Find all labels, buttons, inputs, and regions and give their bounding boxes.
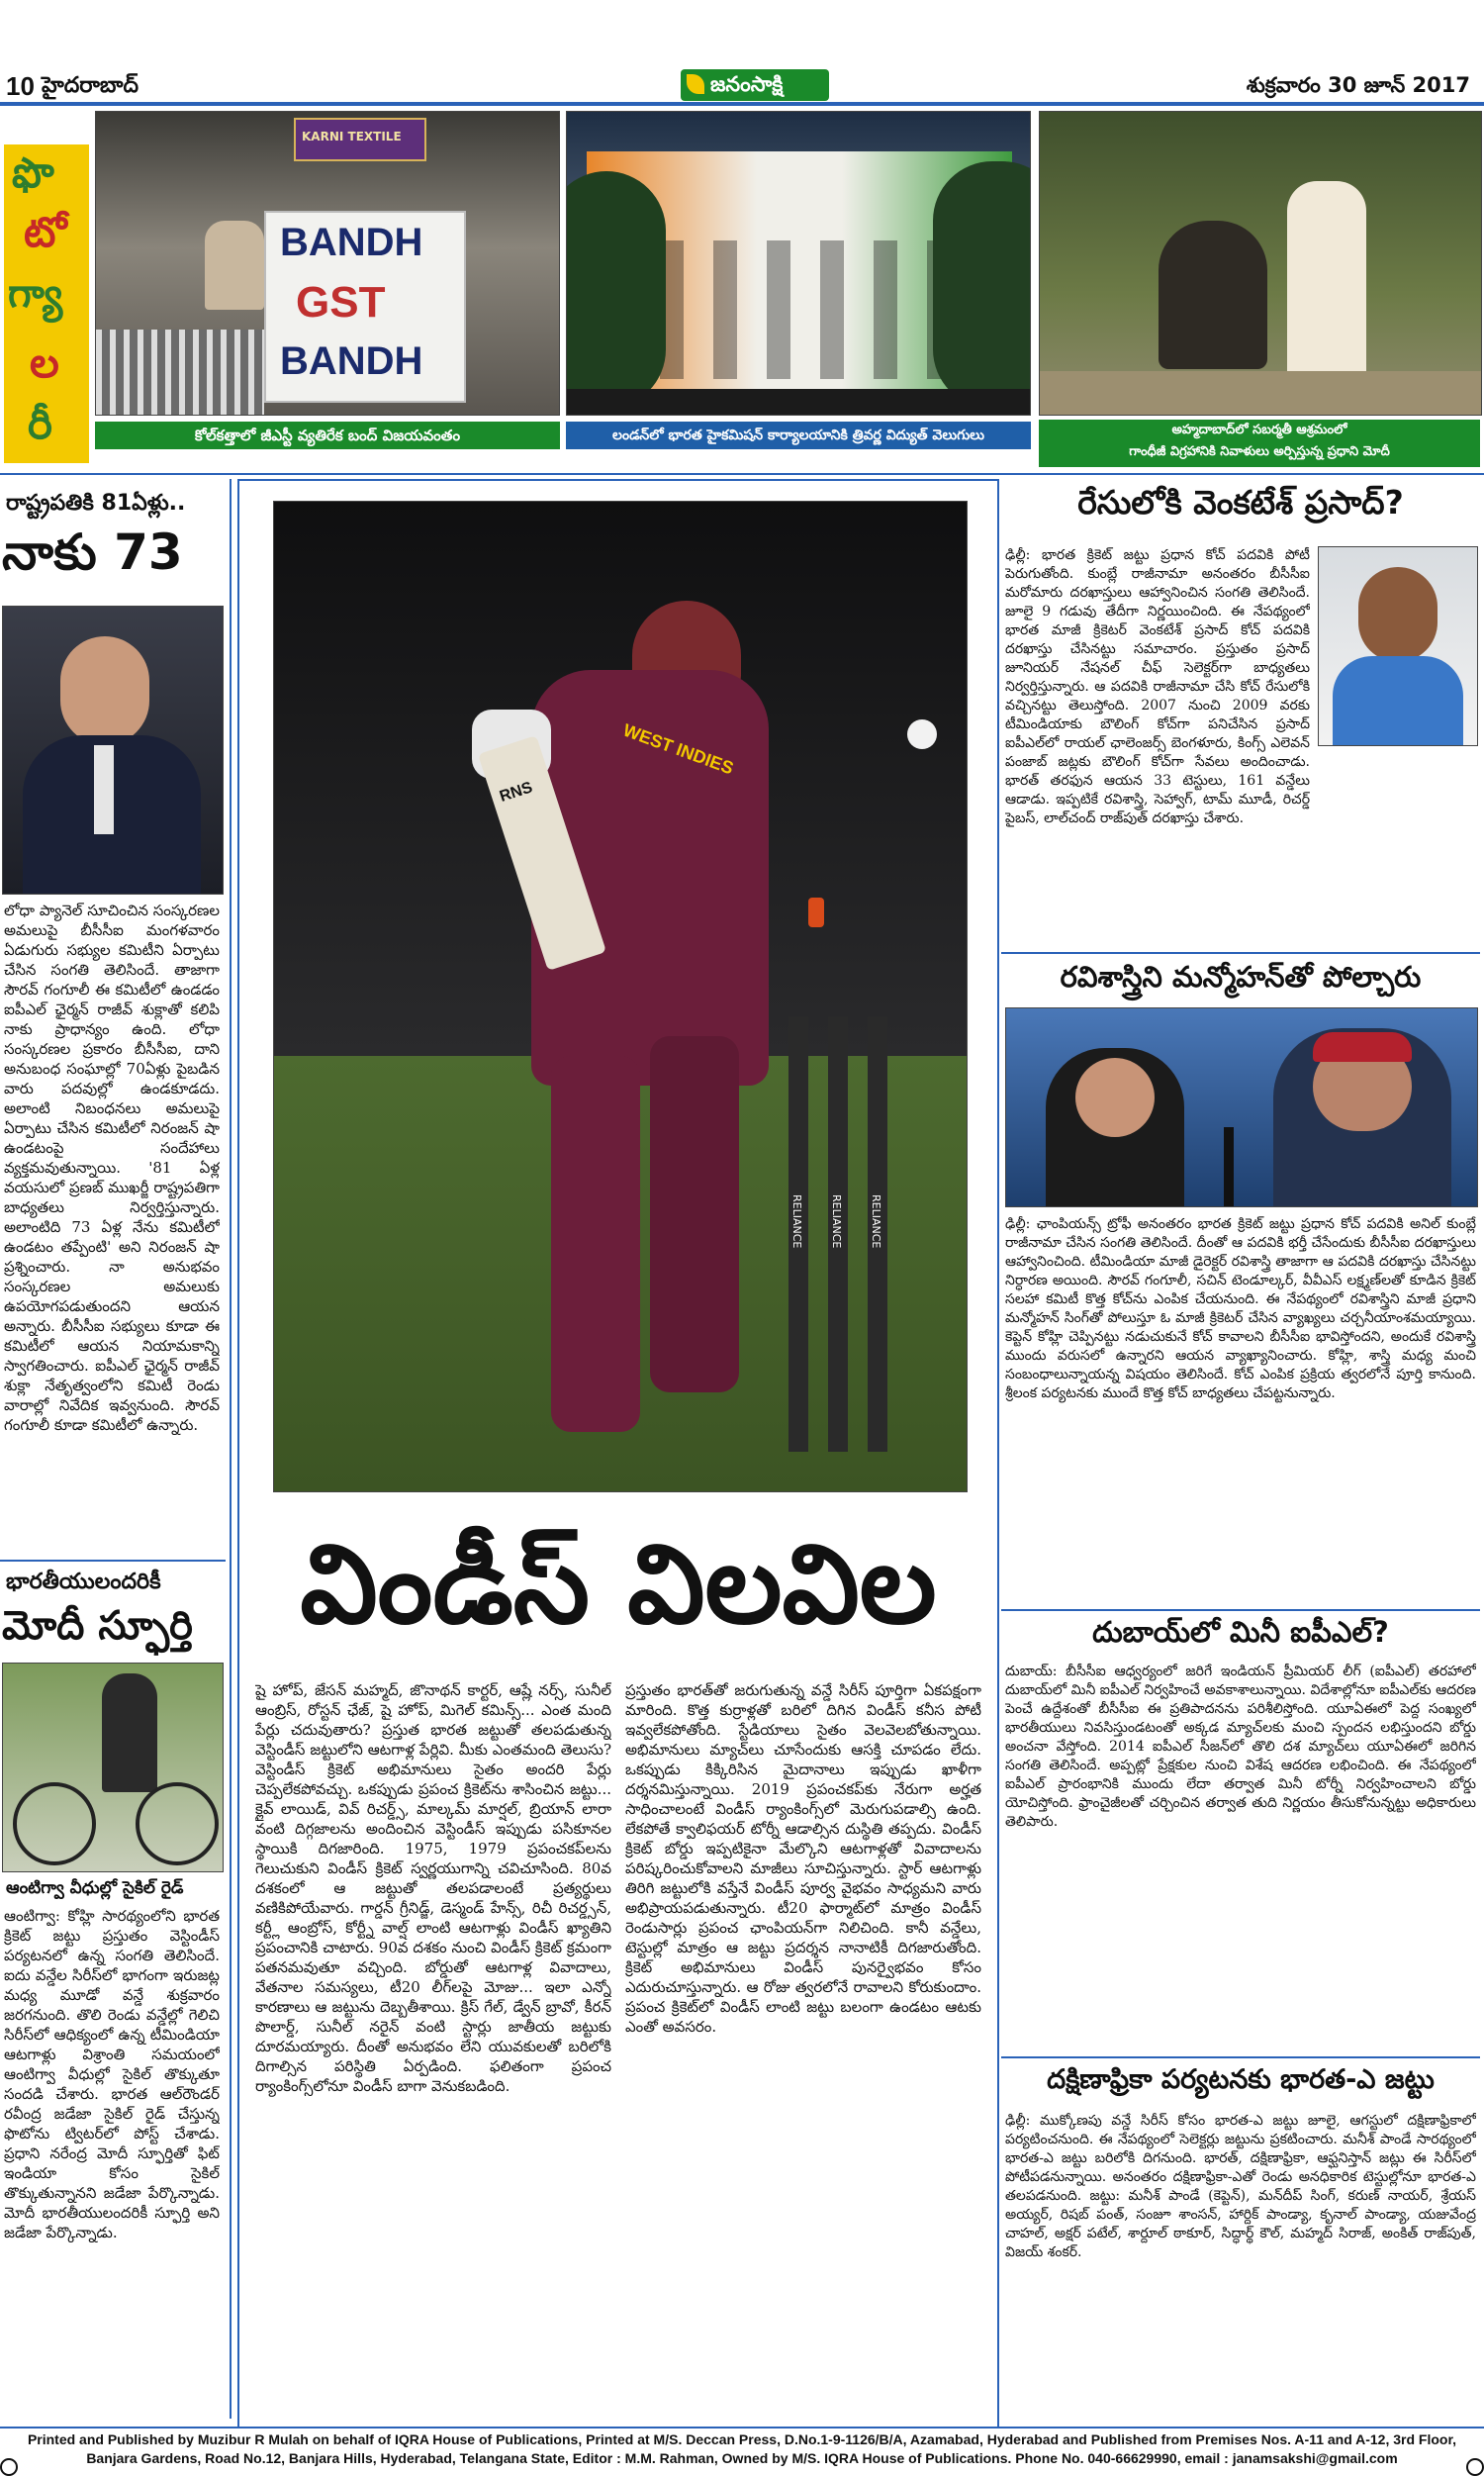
story1-body: లోధా ప్యానెల్ సూచించిన సంస్కరణల అమలుపై బీసీసీఐ మంగళవారం ఏడుగురు సభ్యుల కమిటీని ఏర్పాటు చేసిన సంగతి తెలిసిందే. తాజాగా సౌరవ్ గంగూలీ ఈ కమిటీలో ఉండడం ఐపీఎల్ ఛైర్మన్‌ రాజీవ్‌ శుక్లాతో కలిపి నాకు ప్రాధాన్యం ఉంది. లోధా సంస్కరణల ప్రకారం బీసీసీఐ, దాని అనుబంధ సంఘాల్లో 70ఏళ్లు పైబడిన వారు పదవుల్లో ఉండకూడదు. అలాంటి నిబంధనలు అమలుపై ఏర్పాటు చేసిన కమిటీలో నిరంజన్ షా ఉండటంపై సందేహాలు వ్యక్తమవుతున్నాయి. '81 ఏళ్ల వయసులో ప్రణబ్ ముఖర్జీ రాష్ట్రపతిగా బాధ్యతలు నిర్వర్తిస్తున్నారు. అలాంటిది 73 ఏళ్ల నేను కమిటీలో ఉండటం తప్పేంటి' అని నిరంజన్ షా ప్రశ్నించారు. నా అనుభవం సంస్కరణల అమలుకు ఉపయోగపడుతుందని ఆయన అన్నారు. బీసీసీఐ సభ్యులు కూడా ఈ కమిటీలో ఆయన నియామకాన్ని స్వాగతించారు. ఐపీఎల్ ఛైర్మన్ రాజీవ్ శుక్లా నేతృత్వంలోని కమిటీ రెండు వారాల్లో నివేదిక ఇవ్వనుంది. సౌరవ్ గంగూలీ కూడా కమిటీలో ఉన్నారు. xyxy=(4,902,220,1434)
main-body-col2: ప్రస్తుతం భారత్‌తో జరుగుతున్న వన్డే సిరీస్ పూర్తిగా ఏకపక్షంగా మారింది. కొత్త కుర్రాళ్లతో బరిలో దిగిన విండీస్ కనీస పోటీ ఇవ్వలేకపోతోంది. స్టేడియాలు సైతం వెలవెలబోతున్నాయి. అభిమానులు మ్యాచ్‌లు చూసేందుకు ఆసక్తి చూపడం లేదు. ఒకప్పుడు కిక్కిరిసిన మైదానాలు ఇప్పుడు ఖాళీగా దర్శనమిస్తున్నాయి. 2019 ప్రపంచకప్‌కు నేరుగా అర్హత సాధించాలంటే విండీస్ ర్యాంకింగ్స్‌లో మెరుగుపడాల్సి ఉంది. లేకపోతే క్వాలిఫయర్ టోర్నీ ఆడాల్సిన దుస్థితి తప్పదు. విండీస్ క్రికెట్ బోర్డు ఇప్పటికైనా మేల్కొని ఆటగాళ్లతో వివాదాలను పరిష్కరించుకోవాలని మాజీలు సూచిస్తున్నారు. స్టార్ ఆటగాళ్లు తిరిగి జట్టులోకి వస్తేనే విండీస్ పూర్వ వైభవం సాధ్యమని వారు అభిప్రాయపడుతున్నారు. టీ20 ఫార్మాట్‌లో మాత్రం విండీస్ రెండుసార్లు ప్రపంచ ఛాంపియన్‌గా నిలిచింది. కానీ వన్డేలు, టెస్టుల్లో మాత్రం ఆ జట్టు ప్రదర్శన నానాటికీ దిగజారుతోంది. క్రికెట్ అభిమానులు విండీస్ పునర్వైభవం కోసం ఎదురుచూస్తున్నారు. ఆ రోజు త్వరలోనే రావాలని కోరుకుందాం. ప్రపంచ క్రికెట్‌లో విండీస్ లాంటి జట్టు బలంగా ఉండటం ఆటకు ఎంతో అవసరం. xyxy=(625,1681,981,2036)
poster-line-1: BANDH xyxy=(280,221,423,264)
footer-rule xyxy=(0,2427,1484,2428)
portrait-face xyxy=(60,636,149,745)
story2-headline: మోదీ స్ఫూర్తి xyxy=(2,1603,193,1649)
tree-left xyxy=(566,171,666,409)
gandhi-statue xyxy=(1159,221,1267,369)
paper-name: జనంసాక్షి xyxy=(710,72,784,96)
gallery-label-1: ఫొ xyxy=(12,148,54,197)
gallery-label-2: టో xyxy=(24,208,67,256)
gallery-label-5: రీ xyxy=(28,400,52,448)
masthead xyxy=(0,0,1484,103)
right-story1-body: ఢిల్లీ: భారత క్రికెట్ జట్టు ప్రధాన కోచ్ పదవికి పోటీ పెరుగుతోంది. కుంబ్లే రాజీనామా అనంతరం బీసీసీఐ మరోమారు దరఖాస్తులు ఆహ్వానించిన సంగతి తెలిసిందే. జూలై 9 గడువు తేదీగా నిర్ణయించింది. ఈ నేపథ్యంలో భారత మాజీ క్రికెటర్ వెంకటేశ్ ప్రసాద్ కోచ్ పదవికి దరఖాస్తు చేసినట్టు సమాచారం. ప్రస్తుతం ప్రసాద్ జూనియర్ నేషనల్ చీఫ్ సెలెక్టర్‌గా బాధ్యతలు నిర్వర్తిస్తున్నారు. ఆ పదవికి రాజీనామా చేసి కోచ్ రేసులోకి వచ్చినట్టు తెలుస్తోంది. 2007 నుంచి 2009 వరకు టీమిండియాకు బౌలింగ్ కోచ్‌గా పనిచేసిన ప్రసాద్ ఐపీఎల్‌లో రాయల్ ఛాలెంజర్స్ బెంగళూరు, కింగ్స్ ఎలెవన్ పంజాబ్ జట్లకు బౌలింగ్ కోచ్‌గా సేవలు అందించాడు. భారత్ తరఫున ఆయన 33 టెస్టులు, 161 వన్డేలు ఆడాడు. ఇప్పటికే రవిశాస్త్రి, సెహ్వాగ్, టామ్ మూడీ, రిచర్డ్ పైబస్, లాల్‌చంద్ రాజ్‌పుత్ దరఖాస్తు చేశారు. xyxy=(1005,547,1310,826)
shastri-figure xyxy=(1273,1028,1451,1206)
issue-date: శుక్రవారం 30 జూన్ 2017 xyxy=(1246,73,1470,97)
kohli-shastri-photo xyxy=(1005,1007,1478,1207)
right-story4-headline: దక్షిణాఫ్రికా పర్యటనకు భారత-ఎ జట్టు xyxy=(1047,2064,1435,2095)
batsman-pads-left xyxy=(551,1056,640,1432)
prasad-jersey xyxy=(1333,656,1463,745)
paper-logo xyxy=(681,69,829,101)
right-rule-1 xyxy=(1001,952,1480,954)
rider-figure xyxy=(102,1673,157,1792)
high-commission-photo xyxy=(566,111,1031,416)
right-story4-body: ఢిల్లీ: ముక్కోణపు వన్డే సిరీస్ కోసం భారత-ఎ జట్టు జూలై, ఆగస్టులో దక్షిణాఫ్రికాలో పర్యటించనుంది. ఈ నేపథ్యంలో సెలెక్టర్లు జట్టును ప్రకటించారు. మనీశ్ పాండే సారథ్యంలో భారత-ఎ జట్టు బరిలోకి దిగనుంది. భారత్, దక్షిణాఫ్రికా, ఆఫ్ఘనిస్తాన్ జట్లు ఈ సిరీస్‌లో పోటీపడనున్నాయి. అనంతరం దక్షిణాఫ్రికా-ఎతో రెండు అనధికారిక టెస్టుల్లోనూ భారత-ఎ తలపడనుంది. జట్టు: మనీశ్ పాండే (కెప్టెన్), మన్‌దీప్ సింగ్, కరుణ్ నాయర్, శ్రేయస్ అయ్యర్, రిషబ్ పంత్, సంజూ శాంసన్, హార్దిక్ పాండ్యా, కృనాల్ పాండ్యా, యజువేంద్ర చాహల్, అక్షర్ పటేల్, శార్దూల్ ఠాకూర్, సిద్ధార్థ్ కౌల్, మహ్మద్ సిరాజ్, అంకిత్ రాజ్‌పుత్, విజయ్ శంకర్. xyxy=(1005,2113,1476,2260)
caption-gst-bandh: కోల్‌కత్తాలో జీఎస్టీ వ్యతిరేక బంద్ విజయవంతం xyxy=(95,422,560,449)
stump-2-ad: RELIANCE xyxy=(830,1194,843,1249)
main-body-col1: షై హోప్, జేసన్ మహ్మద్, జొనాథన్ కార్టర్, ఆష్లే నర్స్, సునీల్ ఆంబ్రిస్, రోస్టన్ ఛేజ్, షై హోప్, మిగెల్ కమిన్స్... ఎంత మంది పేర్లు చదువుతారు? ప్రస్తుత భారత జట్టుతో తలపడుతున్న వెస్టిండీస్ జట్టులోని ఆటగాళ్ల పేర్లివి. మీకు ఎంతమంది తెలుసు? వెస్టిండీస్ క్రికెట్‌ అభిమానులు సైతం అందరి పేర్లు చెప్పలేకపోవచ్చు. ఒకప్పుడు ప్రపంచ క్రికెట్‌ను శాసించిన జట్టు... క్లైవ్ లాయిడ్, వివ్ రిచర్డ్స్, మాల్కమ్ మార్షల్, బ్రియాన్ లారా వంటి దిగ్గజాలను అందించిన వెస్టిండీస్ ఇప్పుడు పసికూనల స్థాయికి దిగజారింది. 1975, 1979 ప్రపంచకప్‌లను గెలుచుకుని విండీస్ క్రికెట్ స్వర్ణయుగాన్ని చవిచూసింది. 80వ దశకంలో ఆ జట్టుతో తలపడాలంటే ప్రత్యర్థులు వణికిపోయేవారు. గార్డన్ గ్రీనిడ్జ్, డెస్మండ్ హేన్స్, రిచీ రిచర్డ్సన్, కర్ట్లీ ఆంబ్రోస్, కోర్ట్నీ వాల్ష్ లాంటి ఆటగాళ్లు విండీస్ ఖ్యాతిని ప్రపంచానికి చాటారు. 90వ దశకం నుంచి విండీస్ క్రికెట్ క్రమంగా పతనమవుతూ వచ్చింది. బోర్డుతో ఆటగాళ్ల వివాదాలు, వేతనాల సమస్యలు, టీ20 లీగ్‌లపై మోజు... ఇలా ఎన్నో కారణాలు ఆ జట్టును దెబ్బతీశాయి. క్రిస్ గేల్, డ్వేన్ బ్రావో, కీరన్ పొలార్డ్, సునీల్ నరైన్ వంటి స్టార్లు జాతీయ జట్టుకు దూరమయ్యారు. దీంతో అనుభవం లేని యువకులతో బరిలోకి దిగాల్సిన పరిస్థితి ఏర్పడింది. ఫలితంగా ప్రపంచ ర్యాంకింగ్స్‌లోనూ విండీస్ బాగా వెనుకబడింది. xyxy=(255,1681,611,2095)
gallery-label-3: గ్యా xyxy=(8,271,63,317)
windies-batsman-photo xyxy=(273,501,968,1492)
bicycle-wheel-rear xyxy=(136,1782,219,1865)
right-story2-body: ఢిల్లీ: ఛాంపియన్స్ ట్రోఫీ అనంతరం భారత క్రికెట్ జట్టు ప్రధాన కోచ్ పదవికి అనిల్ కుంబ్లే రాజీనామా చేసిన సంగతి తెలిసిందే. దీంతో ఆ పదవికి భర్తీ చేసేందుకు బీసీసీఐ దరఖాస్తులు ఆహ్వానించింది. టీమిండియా మాజీ డైరెక్టర్ రవిశాస్త్రి తాజాగా ఆ పదవికి దరఖాస్తు చేసినట్టు నిర్ధారణ అయింది. సౌరవ్ గంగూలీ, సచిన్ టెండూల్కర్, వీవీఎస్ లక్ష్మణ్‌లతో కూడిన క్రికెట్ సలహా కమిటీ కొత్త కోచ్‌ను ఎంపిక చేయనుంది. ఈ నేపథ్యంలో రవిశాస్త్రిని మాజీ ప్రధాని మన్మోహన్ సింగ్‌తో పోలుస్తూ ఓ మాజీ క్రికెటర్ చేసిన వ్యాఖ్యలు చర్చనీయాంశమయ్యాయి. కెప్టెన్ కోహ్లి చెప్పినట్టు నడుచుకునే కోచ్ కావాలని బీసీసీఐ భావిస్తోందని, అందుకే రవిశాస్త్రి ముందు వరుసలో ఉన్నారని ఆయన వ్యాఖ్యానించారు. కోహ్లి, శాస్త్రి మధ్య మంచి సంబంధాలున్నాయన్న విషయం తెలిసిందే. కోచ్ ఎంపిక ప్రక్రియ త్వరలోనే పూర్తి కానుంది. శ్రీలంక పర్యటనకు ముందే కొత్త కోచ్ బాధ్యతలు చేపట్టనున్నారు. xyxy=(1005,1216,1476,1401)
story1-headline: నాకు 73 xyxy=(2,524,183,581)
right-story3-body: దుబాయ్: బీసీసీఐ ఆధ్వర్యంలో జరిగే ఇండియన్ ప్రీమియర్ లీగ్ (ఐపీఎల్) తరహాలో దుబాయ్‌లో మినీ ఐపీఎల్ నిర్వహించే అవకాశాలున్నాయి. విదేశాల్లోనూ ఐపీఎల్‌కు ఆదరణ పెంచే ఉద్దేశంతో బీసీసీఐ ఈ ప్రతిపాదనను పరిశీలిస్తోంది. యూఏఈలో పెద్ద సంఖ్యలో భారతీయులు నివసిస్తుండటంతో అక్కడ మ్యాచ్‌లకు మంచి స్పందన లభిస్తుందని బోర్డు అంచనా వేస్తోంది. 2014 ఐపీఎల్ సీజన్‌లో తొలి దశ మ్యాచ్‌లు యూఏఈలో జరిగిన సంగతి తెలిసిందే. అప్పట్లో ప్రేక్షకుల నుంచి విశేష ఆదరణ లభించింది. ఈ నేపథ్యంలో ఐపీఎల్ ప్రారంభానికి ముందు లేదా తర్వాత మినీ టోర్నీ నిర్వహించాలని బోర్డు యోచిస్తోంది. ఫ్రాంచైజీలతో చర్చించిన తర్వాత తుది నిర్ణయం తీసుకోనున్నట్టు అధికారులు తెలిపారు. xyxy=(1005,1664,1476,1830)
main-headline: విండీస్ విలవిల xyxy=(300,1521,937,1648)
photo-gallery xyxy=(0,107,1484,473)
story2-kicker: భారతీయులందరికీ xyxy=(6,1570,161,1594)
microphone-icon xyxy=(1224,1127,1234,1206)
cycle-ride-photo xyxy=(2,1663,224,1872)
tree-right xyxy=(933,161,1031,409)
caption-high-commission: లండన్‌లో భారత హైకమిషన్ కార్యాలయానికి త్రివర్ణ విద్యుత్ వెలుగులు xyxy=(566,422,1031,449)
poster-line-2: GST xyxy=(296,278,386,327)
portrait-photo xyxy=(2,606,224,895)
right-rule-3 xyxy=(1001,2056,1480,2058)
balcony-railing xyxy=(96,330,264,415)
registration-mark-left xyxy=(0,2458,18,2476)
right-story2-headline: రవిశాస్త్రిని మన్మోహన్‌తో పోల్చారు xyxy=(1060,960,1422,994)
caption-sabarmati-line1: అహ్మదాబాద్‌లో సబర్మతీ ఆశ్రమంలో xyxy=(1171,423,1347,437)
pm-figure xyxy=(1287,181,1366,379)
caption-sabarmati-line2: గాంధీజీ విగ్రహానికి నివాళులు అర్పిస్తున్న ప్రధాని మోదీ xyxy=(1129,444,1390,459)
cricket-ball xyxy=(907,719,937,749)
stump-1-ad: RELIANCE xyxy=(790,1194,803,1249)
page-number: 10 xyxy=(6,71,35,101)
shop-sign-text: KARNI TEXTILE xyxy=(302,130,402,143)
stump-3-ad: RELIANCE xyxy=(870,1194,882,1249)
left-column-rule xyxy=(230,479,232,2419)
bicycle-wheel-front xyxy=(13,1782,96,1865)
kohli-figure xyxy=(1046,1048,1184,1206)
venkatesh-prasad-photo xyxy=(1318,546,1478,746)
gallery-vertical-label xyxy=(4,144,89,463)
prasad-face xyxy=(1358,567,1438,662)
caption-sabarmati xyxy=(1039,420,1480,467)
registration-mark-right xyxy=(1466,2458,1484,2476)
edition-label: హైదరాబాద్ xyxy=(42,73,139,98)
left-rule-1 xyxy=(0,1560,226,1562)
story1-kicker: రాష్ట్రపతికి 81ఏళ్లు.. xyxy=(6,491,186,516)
gallery-label-4: ల xyxy=(30,338,59,387)
person-figure xyxy=(205,221,264,310)
masthead-rule xyxy=(0,102,1484,106)
main-story xyxy=(237,479,999,2428)
gallery-bottom-rule xyxy=(0,473,1484,475)
jersey-text: WEST INDIES xyxy=(620,719,737,779)
leaf-icon xyxy=(687,74,704,94)
right-column xyxy=(1001,479,1480,2425)
stump-1 xyxy=(788,1016,808,1452)
batsman-pads-right xyxy=(650,1036,739,1392)
right-rule-2 xyxy=(1001,1609,1480,1611)
bandh-poster xyxy=(264,211,466,403)
left-column xyxy=(0,479,226,2425)
stump-2 xyxy=(828,1016,848,1452)
sabarmati-photo xyxy=(1039,111,1482,416)
footer-imprint: Printed and Published by Muzibur R Mulah on behalf of IQRA House of Publications, Printed at M/S. Deccan Press, D.No.1-9-1126/B/A, Azamabad, Hyderabad and Published from Premises Nos. A-11 and A-12, 3rd Floor, Banjara Gardens, Road No.12, Banjara Hills, Hyderabad, Telangana State, Editor : M.M. Rahman, Owned by M/S. IQRA House of Publications. Phone No. 040-66629990, email : janamsakshi@gmail.com xyxy=(27,2431,1457,2466)
shop-sign xyxy=(294,118,426,161)
bat-label: RNS xyxy=(497,779,535,806)
stump-3 xyxy=(868,1016,887,1452)
right-story1-headline: రేసులోకి వెంకటేశ్ ప్రసాద్? xyxy=(1077,483,1404,522)
gst-bandh-photo xyxy=(95,111,560,416)
right-story3-headline: దుబాయ్‌లో మినీ ఐపీఎల్? xyxy=(1092,1615,1389,1649)
bail-flying xyxy=(808,898,824,927)
story2-body: ఆంటిగ్వా: కోహ్లి సారథ్యంలోని భారత క్రికెట్ జట్టు ప్రస్తుతం వెస్టిండీస్‌ పర్యటనలో ఉన్న సంగతి తెలిసిందే. ఐదు వన్డేల సిరీస్‌లో భాగంగా ఇరుజట్ల మధ్య మూడో వన్డే శుక్రవారం జరగనుంది. తొలి రెండు వన్డేల్లో గెలిచి సిరీస్‌లో ఆధిక్యంలో ఉన్న టీమిండియా ఆటగాళ్లు విశ్రాంతి సమయంలో ఆంటిగ్వా వీధుల్లో సైకిల్ తొక్కుతూ సందడి చేశారు. భారత ఆల్‌రౌండర్ రవీంద్ర జడేజా సైకిల్ రైడ్ చేస్తున్న ఫొటోను ట్విటర్‌లో పోస్ట్ చేశాడు. ప్రధాని నరేంద్ర మోదీ స్ఫూర్తితో ఫిట్ ఇండియా కోసం సైకిల్ తొక్కుతున్నానని జడేజా పేర్కొన్నాడు. మోదీ భారతీయులందరికీ స్ఫూర్తి అని జడేజా పేర్కొన్నాడు. xyxy=(4,1907,220,2241)
story2-subhead: ఆంటిగ్వా వీధుల్లో సైకిల్ రైడ్ xyxy=(6,1878,184,1898)
poster-line-3: BANDH xyxy=(280,339,423,383)
